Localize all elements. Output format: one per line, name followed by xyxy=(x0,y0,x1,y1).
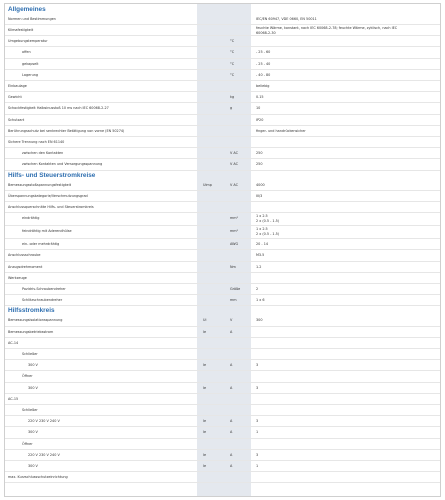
row-value: 250 xyxy=(256,151,263,156)
row-value: beliebig xyxy=(256,84,270,88)
row-label: Schutzart xyxy=(8,117,25,122)
row-unit: A xyxy=(230,430,233,435)
row-label: max. Kurzschlussschutzeinrichtung xyxy=(8,475,68,480)
row-value: 1 x 2.5 2 x (0.5 - 1.5) xyxy=(256,214,280,223)
row-label: Werkzeuge xyxy=(8,275,27,280)
spec-row xyxy=(5,25,440,36)
spec-row xyxy=(5,180,440,191)
row-unit: °C xyxy=(230,39,235,44)
spec-row xyxy=(5,115,440,126)
row-value: finger- und handrückensicher xyxy=(256,128,306,133)
row-label: Anschlussquerschnitte Hilfs- und Steuerstromkreis xyxy=(8,205,94,209)
row-unit: kg xyxy=(230,95,235,100)
spec-row xyxy=(5,92,440,103)
row-value: 1 xyxy=(256,464,259,468)
row-value: 0.15 xyxy=(256,95,264,100)
spec-row xyxy=(5,36,440,47)
row-label: Bemessungsisolationsspannung xyxy=(8,318,63,323)
spec-row xyxy=(5,250,440,261)
spec-table xyxy=(4,3,441,497)
row-symbol: Uimp xyxy=(203,182,212,187)
row-label: Einbaulage xyxy=(8,84,27,88)
row-value: 3 xyxy=(256,452,259,457)
row-value: 300 xyxy=(256,318,263,323)
spec-row xyxy=(5,439,440,450)
row-symbol: Ui xyxy=(203,318,207,323)
row-label: Schlitzschraubendreher xyxy=(22,298,63,303)
row-unit: °C xyxy=(230,61,235,66)
row-symbol: Ie xyxy=(203,430,207,435)
row-symbol: Ie xyxy=(203,363,207,368)
row-symbol: Ie xyxy=(203,452,207,457)
row-value: 4000 xyxy=(256,182,265,187)
row-label: Gewicht xyxy=(8,95,22,100)
row-unit: mm² xyxy=(230,216,238,221)
row-label: ein- oder mehrdrähtig xyxy=(22,242,60,247)
row-unit: A xyxy=(230,419,233,424)
row-unit: V AC xyxy=(230,162,239,167)
row-label: AC-14 xyxy=(8,340,19,345)
spec-row xyxy=(5,472,440,483)
row-value: - 25 - 40 xyxy=(256,61,271,66)
row-value: M3.5 xyxy=(256,253,265,258)
spec-row xyxy=(5,202,440,213)
spec-row xyxy=(5,137,440,148)
row-unit: g xyxy=(230,106,233,111)
spec-row xyxy=(5,191,440,202)
spec-row xyxy=(5,371,440,382)
row-label: offen xyxy=(22,50,31,55)
row-unit: A xyxy=(230,329,233,334)
row-symbol: Ie xyxy=(203,329,207,334)
row-label: 220 V 230 V 240 V xyxy=(28,452,60,457)
row-label: 300 V xyxy=(28,363,38,368)
row-symbol: Ie xyxy=(203,419,207,424)
spec-row xyxy=(5,295,440,306)
spec-row xyxy=(5,213,440,226)
row-value: 10 xyxy=(256,106,261,111)
spec-row xyxy=(5,126,440,137)
spec-row xyxy=(5,461,440,472)
row-value: 1 xyxy=(256,430,259,435)
row-symbol: Ie xyxy=(203,385,207,390)
row-value: 1.2 xyxy=(256,264,262,269)
row-value: 1 x 2.5 2 x (0.5 - 1.5) xyxy=(256,227,280,236)
spec-row xyxy=(5,405,440,416)
spec-row xyxy=(5,284,440,295)
row-label: Öffner xyxy=(22,441,33,446)
row-value: IP20 xyxy=(256,117,264,122)
row-value: IEC/EN 60947, VDE 0660, EN 50011 xyxy=(256,17,317,21)
row-label: Umgebungstemperatur xyxy=(8,39,48,44)
spec-row xyxy=(5,315,440,326)
spec-row xyxy=(5,226,440,239)
row-label: 300 V xyxy=(28,464,38,468)
spec-row xyxy=(5,239,440,250)
row-label: Bemessungsstoßspannungsfestigkeit xyxy=(8,182,72,187)
spec-row xyxy=(5,81,440,92)
row-unit: AWG xyxy=(230,242,239,247)
row-value: 250 xyxy=(256,162,263,167)
row-label: feindrähtig mit Aderendhülse xyxy=(22,229,72,234)
row-unit: V AC xyxy=(230,151,239,156)
row-value: feuchte Wärme, konstant, nach IEC 60068-2-78; feuchte Wärme, zyklisch, nach IEC 60068-2-30 xyxy=(256,26,398,35)
row-label: zwischen Kontakten und Versorgungsspannung xyxy=(22,162,103,167)
spec-row xyxy=(5,103,440,114)
row-value: 2 xyxy=(256,287,259,291)
spec-row xyxy=(5,427,440,438)
row-unit: V xyxy=(230,318,233,323)
row-label: Sichere Trennung nach EN 61140 xyxy=(8,140,65,144)
row-value: III/3 xyxy=(256,193,263,198)
row-value: 1 x 6 xyxy=(256,298,265,303)
row-value: 3 xyxy=(256,363,259,368)
row-unit: A xyxy=(230,363,233,368)
row-value: 3 xyxy=(256,385,259,390)
spec-row xyxy=(5,394,440,405)
row-label: Schließer xyxy=(22,408,38,412)
row-label: Berührungsschutz bei senkrechter Betätigung von vorne (EN 50274) xyxy=(8,128,125,133)
row-unit: V AC xyxy=(230,182,239,187)
row-value: - 25 - 60 xyxy=(256,50,271,55)
row-unit: mm xyxy=(230,298,237,303)
spec-row xyxy=(5,450,440,461)
row-label: 220 V 230 V 240 V xyxy=(28,419,60,424)
row-unit: Nm xyxy=(230,264,236,269)
spec-row xyxy=(5,416,440,427)
row-label: Schließer xyxy=(22,352,38,356)
spec-row xyxy=(5,159,440,170)
row-label: AC-15 xyxy=(8,396,19,401)
row-unit: °C xyxy=(230,72,235,77)
row-label: Pozidriv-Schraubendreher xyxy=(22,287,66,291)
spec-row xyxy=(5,47,440,58)
spec-row xyxy=(5,383,440,394)
row-unit: Größe xyxy=(230,287,241,291)
spec-row xyxy=(5,59,440,70)
spec-row xyxy=(5,338,440,349)
spec-row xyxy=(5,349,440,360)
row-label: gekapselt xyxy=(22,61,39,66)
spec-row xyxy=(5,14,440,25)
spec-row xyxy=(5,262,440,273)
section-title: Hilfsstromkreis xyxy=(8,307,55,315)
row-value: 20 - 14 xyxy=(256,242,269,247)
row-label: Anschlussschraube xyxy=(8,253,41,258)
row-unit: A xyxy=(230,464,233,468)
row-label: Überspannungskategorie/Verschmutzungsgrad xyxy=(8,193,88,198)
row-unit: °C xyxy=(230,50,235,55)
spec-row xyxy=(5,273,440,284)
row-value: - 40 - 80 xyxy=(256,72,271,77)
row-label: Lagerung xyxy=(22,72,39,77)
row-label: Normen und Bestimmungen xyxy=(8,17,56,21)
row-label: zwischen den Kontakten xyxy=(22,151,64,156)
row-symbol: Ie xyxy=(203,464,207,468)
row-label: Klimafestigkeit xyxy=(8,28,34,33)
row-label: 300 V xyxy=(28,430,38,435)
row-label: Schockfestigkeit Halbsinusstoß 10 ms nach IEC 60068-2-27 xyxy=(8,106,109,111)
section-title: Allgemeines xyxy=(8,6,46,13)
spec-row xyxy=(5,148,440,159)
spec-row xyxy=(5,360,440,371)
section-title: Hilfs- und Steuerstromkreise xyxy=(8,171,96,179)
spec-row xyxy=(5,327,440,338)
row-value: 3 xyxy=(256,419,259,424)
row-unit: mm² xyxy=(230,229,238,234)
row-unit: A xyxy=(230,385,233,390)
row-label: eindrähtig xyxy=(22,216,40,221)
spec-row xyxy=(5,70,440,81)
row-label: Anzugsdrehmoment xyxy=(8,264,43,269)
row-label: Öffner xyxy=(22,374,33,379)
row-label: Bemessungsbetriebsstrom xyxy=(8,329,54,334)
row-label: 300 V xyxy=(28,385,38,390)
row-unit: A xyxy=(230,452,233,457)
